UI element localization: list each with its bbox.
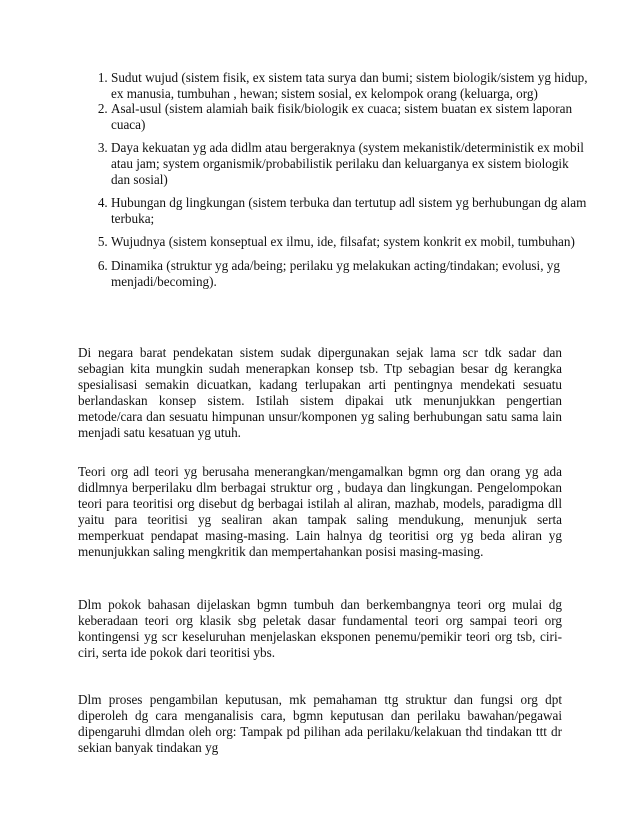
paragraph-topic-overview: Dlm pokok bahasan dijelaskan bgmn tumbuh dan berkembangnya teori org mulai dg keberadaan teori org klasik sbg peletak dasar fundamental teori org sampai teori org kontingensi yg scr keseluruhan menjelaskan eksponen penemu/pemikir teori org tsb, ciri-ciri, serta ide pokok dari teoritisi ybs. bbox=[78, 597, 562, 660]
paragraph-decision-making: Dlm proses pengambilan keputusan, mk pemahaman ttg struktur dan fungsi org dpt diperoleh dg cara menganalisis cara, bgmn keputusan dan perilaku bawahan/pegawai dipengaruhi dlmdan oleh org: Tampak pd pilihan ada perilaku/kelakuan thd tindakan ttt dr sekian banyak tindakan yg bbox=[78, 692, 562, 755]
list-item: 5. Wujudnya (sistem konseptual ex ilmu, ide, filsafat; system konkrit ex mobil, tumbuhan) bbox=[111, 234, 591, 250]
list-item: 6. Dinamika (struktur yg ada/being; perilaku yg melakukan acting/tindakan; evolusi, yg menjadi/becoming). bbox=[111, 258, 591, 289]
system-criteria-list bbox=[88, 70, 591, 289]
list-item: 4. Hubungan dg lingkungan (sistem terbuka dan tertutup adl sistem yg berhubungan dg alam terbuka; bbox=[111, 195, 591, 226]
paragraph-organization-theory: Teori org adl teori yg berusaha menerangkan/mengamalkan bgmn org dan orang yg ada didlmnya berperilaku dlm berbagai struktur org , budaya dan lingkungan. Pengelompokan teori para teoritisi org disebut dg berbagai istilah al aliran, mazhab, models, paradigma dll yaitu para teoritisi yg sealiran akan tampak saling mendukung, menunjuk serta memperkuat pendapat masing-masing. Lain halnya dg teoritisi org yg beda aliran yg menunjukkan saling mengkritik dan mempertahankan posisi masing-masing. bbox=[78, 464, 562, 559]
list-item: 1. Sudut wujud (sistem fisik, ex sistem tata surya dan bumi; sistem biologik/sistem yg hidup, ex manusia, tumbuhan , hewan; sistem sosial, ex kelompok orang (keluarga, org) bbox=[111, 70, 591, 101]
paragraph-system-approach: Di negara barat pendekatan sistem sudak dipergunakan sejak lama scr tdk sadar dan sebagian kita mungkin sudah menerapkan konsep tsb. Ttp sebagian besar dg kerangka spesialisasi semakin dicuatkan, kadang terlupakan arti pentingnya mendekati sesuatu berlandaskan konsep sistem. Istilah sistem dipakai utk menunjukkan pengertian metode/cara dan sesuatu himpunan unsur/komponen yg saling berhubungan satu sama lain menjadi satu kesatuan yg utuh. bbox=[78, 345, 562, 440]
list-item: 3. Daya kekuatan yg ada didlm atau bergeraknya (system mekanistik/deterministik ex mobil atau jam; system organismik/probabilistik perilaku dan keluarganya ex sistem biologik dan sosial) bbox=[111, 140, 591, 187]
list-item: 2. Asal-usul (sistem alamiah baik fisik/biologik ex cuaca; sistem buatan ex sistem laporan cuaca) bbox=[111, 101, 591, 132]
